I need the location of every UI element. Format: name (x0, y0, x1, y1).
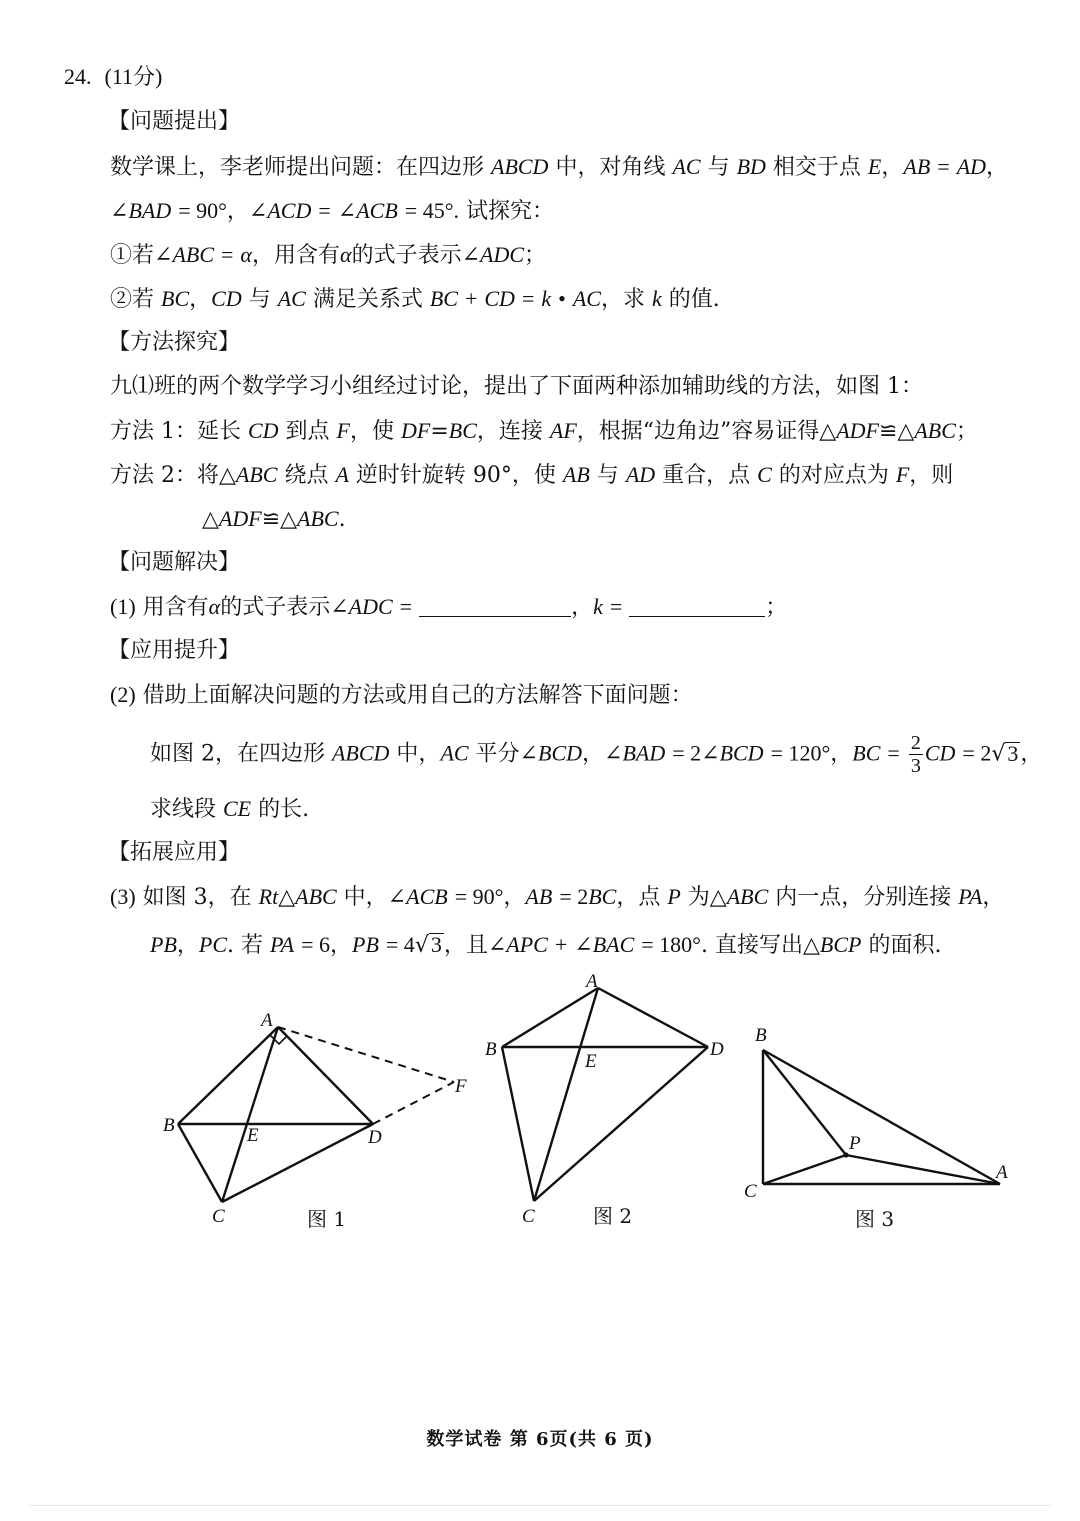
apply-text-1: 如图 2，在四边形 ABCD 中，AC 平分∠BCD，∠BAD = 2∠BCD = 120°，BC = $\frac{2}{3}$ CD = 2√3， (150, 732, 1043, 777)
method-2-cont: △ADF≌△ABC. (202, 506, 346, 532)
fig1-label-b: B (163, 1115, 175, 1136)
fig2-label-b: B (485, 1039, 497, 1060)
problem-text-2: ∠BAD = 90°，∠ACD = ∠ACB = 45°. 试探究： (110, 198, 554, 224)
page-footer: 数学试卷 第 6页(共 6 页) (426, 1429, 654, 1450)
method-1: 方法 1：延长 CD 到点 F，使 DF=BC，连接 AF，根据“边角边”容易证得△ADF≌△ABC； (110, 418, 978, 444)
fig2-label-c: C (522, 1206, 535, 1227)
fig1-label-f: F (455, 1076, 467, 1097)
section-apply: 【应用提升】 (108, 638, 241, 663)
section-method: 【方法探究】 (108, 330, 241, 355)
fig1-label-d: D (368, 1127, 382, 1148)
method-intro: 九⑴班的两个数学学习小组经过讨论，提出了下面两种添加辅助线的方法，如图 1： (110, 374, 923, 399)
fig2-label-e: E (585, 1051, 597, 1072)
fig3-point-p (843, 1152, 848, 1157)
problem-item-2: ②若 BC，CD 与 AC 满足关系式 BC + CD = k • AC，求 k 的值. (110, 286, 720, 312)
problem-text-1: 数学课上，李老师提出问题：在四边形 ABCD 中，对角线 AC 与 BD 相交于点 E，AB = AD， (110, 154, 1009, 180)
method-2: 方法 2：将△ABC 绕点 A 逆时针旋转 90°，使 AB 与 AD 重合，点 C 的对应点为 F，则 (110, 462, 954, 488)
figure-3 (763, 1050, 1000, 1184)
apply-item-2: (2) 借助上面解决问题的方法或用自己的方法解答下面问题： (110, 682, 693, 708)
question-points: (11分) (104, 64, 163, 89)
fig3-label-b: B (755, 1025, 767, 1046)
fig1-caption: 图 1 (307, 1207, 347, 1231)
extend-text-2: PB，PC. 若 PA = 6，PB = 4√3，且∠APC + ∠BAC = 180°. 直接写出△BCP 的面积. (150, 932, 942, 958)
bottom-divider (30, 1505, 1050, 1506)
apply-text-2: 求线段 CE 的长. (150, 796, 310, 822)
fig3-label-a: A (996, 1162, 1008, 1183)
fig2-label-d: D (710, 1039, 724, 1060)
extend-text-1: (3) 如图 3，在 Rt△ABC 中，∠ACB = 90°，AB = 2BC，点 P 为△ABC 内一点，分别连接 PA， (110, 884, 1005, 910)
figure-1 (178, 1027, 454, 1202)
problem-item-1: ①若∠ABC = α，用含有α的式子表示∠ADC； (110, 242, 547, 268)
fig3-label-p: P (849, 1133, 861, 1154)
fig1-label-c: C (212, 1206, 225, 1227)
fig2-label-a: A (586, 971, 598, 992)
question-number: 24. (64, 64, 92, 89)
fraction-two-thirds: $\frac{2}{3}$ (910, 732, 921, 777)
fig1-label-e: E (247, 1125, 259, 1146)
section-solve: 【问题解决】 (108, 550, 241, 575)
figure-2 (502, 988, 708, 1201)
fig2-caption: 图 2 (593, 1204, 633, 1228)
section-problem: 【问题提出】 (108, 109, 241, 134)
solve-item-1: (1) 用含有α的式子表示∠ADC = ，k = ； (110, 594, 788, 620)
fig1-label-a: A (261, 1010, 273, 1031)
fig3-caption: 图 3 (855, 1207, 895, 1231)
section-extend: 【拓展应用】 (108, 840, 241, 865)
fig3-label-c: C (744, 1181, 757, 1202)
